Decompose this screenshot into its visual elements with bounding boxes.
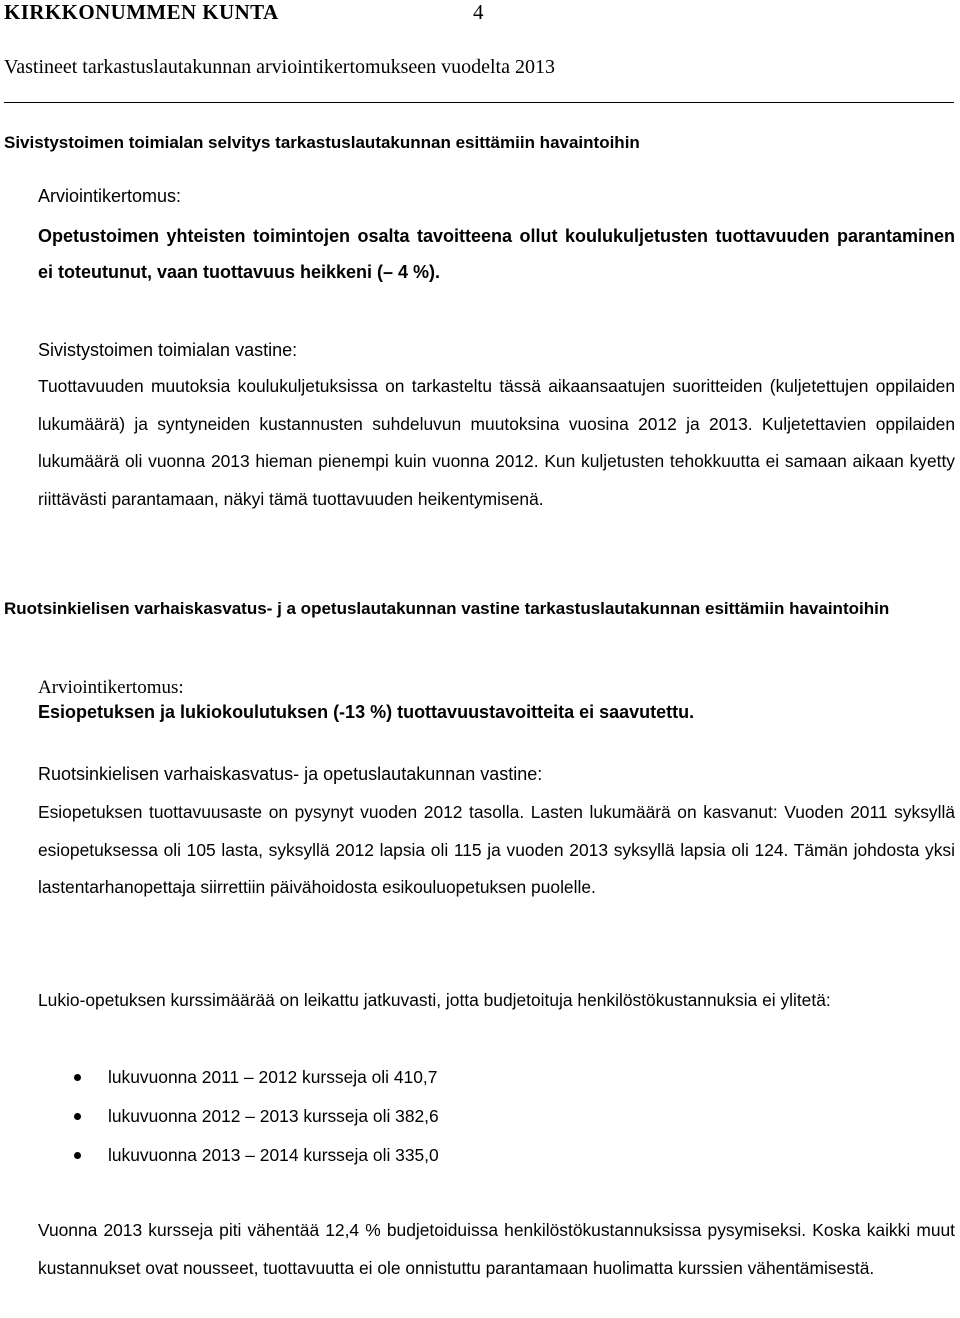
list-item: lukuvuonna 2012 – 2013 kursseja oli 382,6 (38, 1097, 439, 1136)
section1-response: Tuottavuuden muutoksia koulukuljetuksissa on tarkasteltu tässä aikaansaatujen suoritteiden (kuljetettujen oppilaiden lukumäärä) ja syntyneiden kustannusten suhdeluvun muutoksina vuosina 2012 ja 2013. Kuljetettavien oppilaiden lukumäärä oli vuonna 2013 hieman pienempi kuin vuonna 2012. Kun kuljetusten tehokkuutta ei samaan aikaan kyetty riittävästi parantamaan, näkyi tämä tuottavuuden heikentymisenä. (38, 376, 955, 509)
list-item: lukuvuonna 2011 – 2012 kursseja oli 410,7 (38, 1058, 439, 1097)
page-number: 4 (473, 0, 484, 24)
bullet-dot-icon (74, 1152, 81, 1159)
section2-para2: Lukio-opetuksen kurssimäärää on leikattu jatkuvasti, jotta budjetoituja henkilöstökustannuksia ei ylitetä: (38, 990, 831, 1010)
section1-response-label: Sivistystoimen toimialan vastine: (38, 340, 298, 360)
header-organization: KIRKKONUMMEN KUNTA (4, 0, 279, 24)
bullet-dot-icon (74, 1074, 81, 1081)
list-item: lukuvuonna 2013 – 2014 kursseja oli 335,0 (38, 1136, 439, 1175)
section2-eval-label: Arviointikertomus: (38, 677, 184, 698)
section2-response-label: Ruotsinkielisen varhaiskasvatus- ja opetuslautakunnan vastine: (38, 764, 543, 784)
bullet-dot-icon (74, 1113, 81, 1120)
section1-title: Sivistystoimen toimialan selvitys tarkastuslautakunnan esittämiin havaintoihin (4, 133, 640, 152)
section2-title: Ruotsinkielisen varhaiskasvatus- j a opetuslautakunnan vastine tarkastuslautakunnan esittämiin havaintoihin (4, 599, 890, 618)
header-subtitle: Vastineet tarkastuslautakunnan arviointikertomukseen vuodelta 2013 (4, 56, 555, 78)
section2-finding: Esiopetuksen ja lukiokoulutuksen (-13 %) tuottavuustavoitteita ei saavutettu. (38, 702, 695, 722)
section2-para3: Vuonna 2013 kursseja piti vähentää 12,4 % budjetoiduissa henkilöstökustannuksissa pysymiseksi. Koska kaikki muut kustannukset ovat nousseet, tuottavuutta ei ole onnistuttu parantamaan huolimatta kurssien vähentämisestä. (38, 1220, 955, 1278)
course-count-list (38, 1058, 439, 1175)
section1-finding: Opetustoimen yhteisten toimintojen osalta tavoitteena ollut koulukuljetusten tuottavuuden parantaminen ei toteutunut, vaan tuottavuus heikkeni (– 4 %). (38, 226, 955, 282)
header-divider (4, 102, 954, 103)
section1-eval-label: Arviointikertomus: (38, 186, 182, 206)
section2-para1: Esiopetuksen tuottavuusaste on pysynyt vuoden 2012 tasolla. Lasten lukumäärä on kasvanut: Vuoden 2011 syksyllä esiopetuksessa oli 105 lasta, syksyllä 2012 lapsia oli 115 ja vuoden 2013 syksyllä lapsia oli 124. Tämän johdosta yksi lastentarhanopettaja siirrettiin päivähoidosta esikouluopetuksen puolelle. (38, 802, 955, 897)
